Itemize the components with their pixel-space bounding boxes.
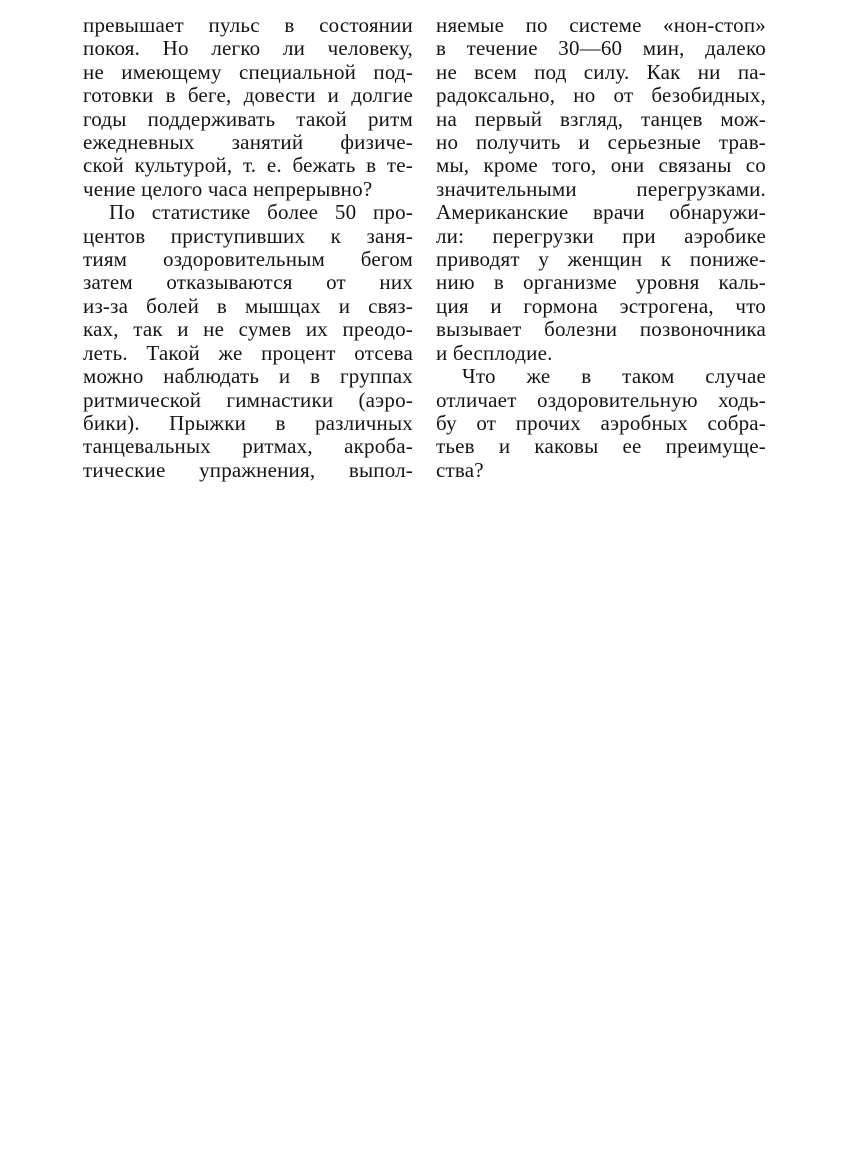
text-line: ли: перегрузки при аэробике — [436, 224, 766, 248]
text-line: радоксально, но от безобидных, — [436, 84, 766, 108]
text-line: чение целого часа непрерывно? — [83, 177, 373, 201]
text-line: можно наблюдать и в группах — [83, 365, 413, 389]
text-line: ция и гормона эстрогена, что — [436, 294, 766, 318]
text-column-left — [83, 14, 413, 482]
text-line: тьев и каковы ее преимуще- — [436, 435, 766, 459]
text-line: вызывает болезни позвоночника — [436, 318, 766, 342]
text-line: в течение 30—60 мин, далеко — [436, 37, 766, 61]
text-line: Американские врачи обнаружи- — [436, 201, 766, 225]
text-line: готовки в беге, довести и долгие — [83, 84, 413, 108]
text-line: ритмической гимнастики (аэро- — [83, 388, 413, 412]
text-line: тические упражнения, выпол- — [83, 458, 413, 482]
text-line: По статистике более 50 про- — [109, 201, 413, 225]
text-line: нию в организме уровня каль- — [436, 271, 766, 295]
text-column-right — [436, 14, 766, 482]
text-line: танцевальных ритмах, акроба- — [83, 435, 413, 459]
text-line: мы, кроме того, они связаны со — [436, 154, 766, 178]
text-line: ежедневных занятий физиче- — [83, 131, 413, 155]
text-line: не имеющему специальной под- — [83, 60, 413, 84]
text-line: годы поддерживать такой ритм — [83, 107, 413, 131]
text-line: ства? — [436, 458, 484, 482]
text-line: но получить и серьезные трав- — [436, 131, 766, 155]
text-line: покоя. Но легко ли человеку, — [83, 37, 413, 61]
text-line: и бесплодие. — [436, 341, 553, 365]
text-line: на первый взгляд, танцев мож- — [436, 107, 766, 131]
text-line: ской культурой, т. е. бежать в те- — [83, 154, 413, 178]
text-line: отличает оздоровительную ходь- — [436, 388, 766, 412]
text-line: ках, так и не сумев их преодо- — [83, 318, 413, 342]
text-line: тиям оздоровительным бегом — [83, 248, 413, 272]
text-line: Что же в таком случае — [462, 365, 766, 389]
text-line: превышает пульс в состоянии — [83, 14, 413, 37]
text-line: из-за болей в мышцах и связ- — [83, 294, 413, 318]
text-line: леть. Такой же процент отсева — [83, 341, 413, 365]
text-line: няемые по системе «нон-стоп» — [436, 14, 766, 37]
text-line: приводят у женщин к пониже- — [436, 248, 766, 272]
text-line: центов приступивших к заня- — [83, 224, 413, 248]
text-line: значительными перегрузками. — [436, 177, 766, 201]
text-line: не всем под силу. Как ни па- — [436, 60, 766, 84]
text-line: бу от прочих аэробных собра- — [436, 411, 766, 435]
text-line: затем отказываются от них — [83, 271, 413, 295]
text-line: бики). Прыжки в различных — [83, 411, 413, 435]
